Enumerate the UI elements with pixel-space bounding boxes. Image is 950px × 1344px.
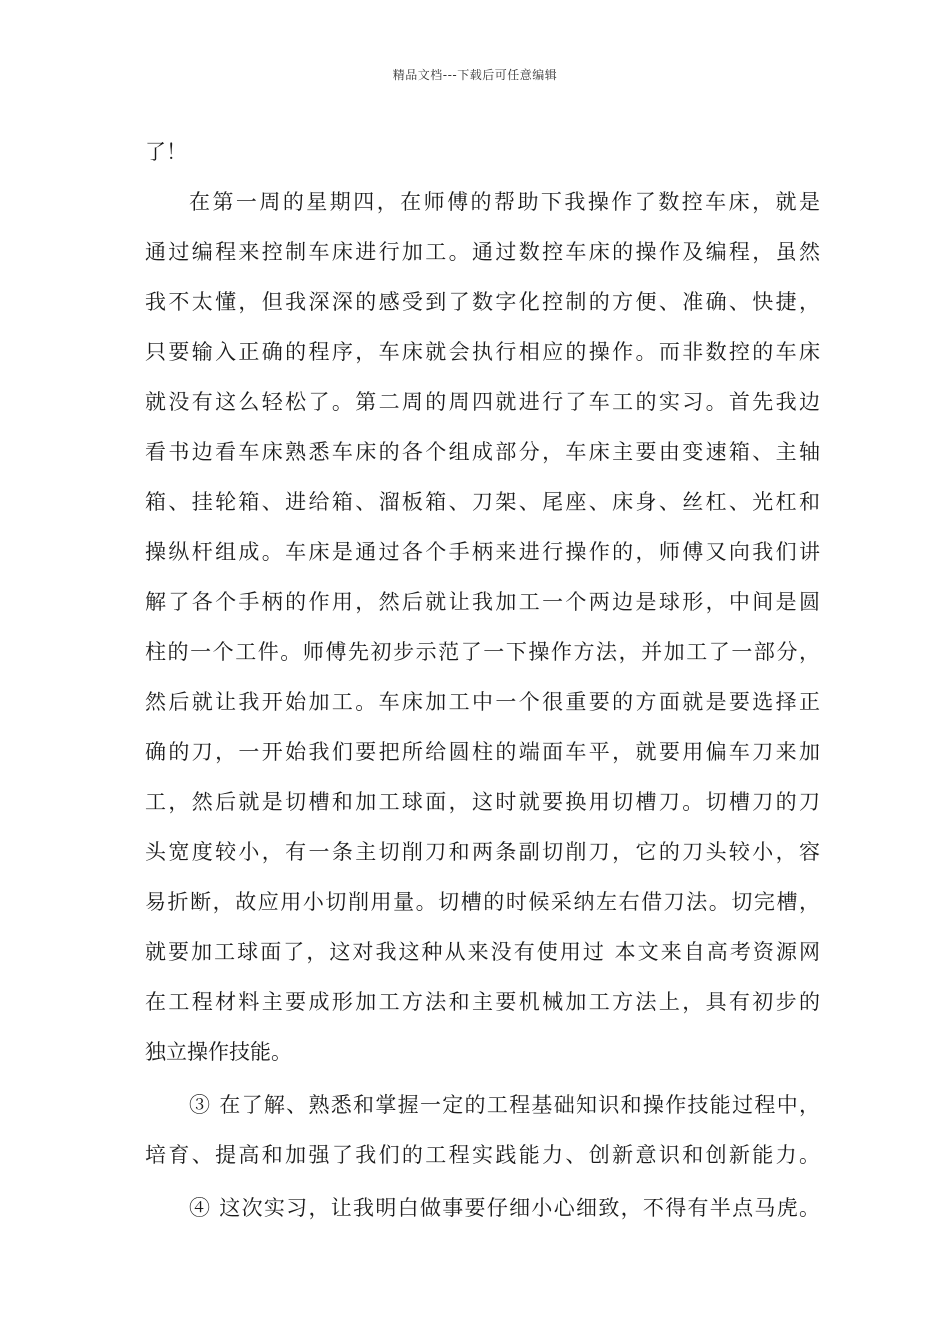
text-line: 头宽度较小，有一条主切削刀和两条副切削刀，它的刀头较小，容 (145, 840, 820, 864)
text-line: 箱、挂轮箱、进给箱、溜板箱、刀架、尾座、床身、丝杠、光杠和 (145, 490, 820, 514)
text-line: 培育、提高和加强了我们的工程实践能力、创新意识和创新能力。 (145, 1143, 820, 1167)
text-line: 就要加工球面了，这对我这种从来没有使用过 本文来自高考资源网 (145, 940, 820, 964)
text-line: 通过编程来控制车床进行加工。通过数控车床的操作及编程，虽然 (145, 240, 820, 264)
text-line: 独立操作技能。 (145, 1040, 292, 1064)
text-line: 在工程材料主要成形加工方法和主要机械加工方法上，具有初步的 (145, 990, 820, 1014)
text-line: 我不太懂，但我深深的感受到了数字化控制的方便、准确、快捷， (145, 290, 820, 314)
list-item-4: ④ 这次实习，让我明白做事要仔细小心细致，不得有半点马虎。 (189, 1196, 820, 1220)
document-body (145, 135, 820, 1241)
text-line: 确的刀，一开始我们要把所给圆柱的端面车平，就要用偏车刀来加 (145, 740, 820, 764)
paragraph-first-line: 在第一周的星期四，在师傅的帮助下我操作了数控车床，就是 (189, 190, 820, 214)
text-line: 只要输入正确的程序，车床就会执行相应的操作。而非数控的车床 (145, 340, 820, 364)
text-line: 易折断，故应用小切削用量。切槽的时候采纳左右借刀法。切完槽， (145, 890, 820, 914)
text-line: 就没有这么轻松了。第二周的周四就进行了车工的实习。首先我边 (145, 390, 820, 414)
text-line: 了！ (145, 140, 187, 164)
text-line: 看书边看车床熟悉车床的各个组成部分，车床主要由变速箱、主轴 (145, 440, 820, 464)
text-line: 解了各个手柄的作用，然后就让我加工一个两边是球形，中间是圆 (145, 590, 820, 614)
text-line: 操纵杆组成。车床是通过各个手柄来进行操作的，师傅又向我们讲 (145, 540, 820, 564)
text-line: 柱的一个工件。师傅先初步示范了一下操作方法，并加工了一部分， (145, 640, 820, 664)
text-line: 然后就让我开始加工。车床加工中一个很重要的方面就是要选择正 (145, 690, 820, 714)
text-line: 工，然后就是切槽和加工球面，这时就要换用切槽刀。切槽刀的刀 (145, 790, 820, 814)
page-header: 精品文档---下载后可任意编辑 (392, 68, 558, 82)
list-item-3: ③ 在了解、熟悉和掌握一定的工程基础知识和操作技能过程中， (189, 1093, 820, 1117)
